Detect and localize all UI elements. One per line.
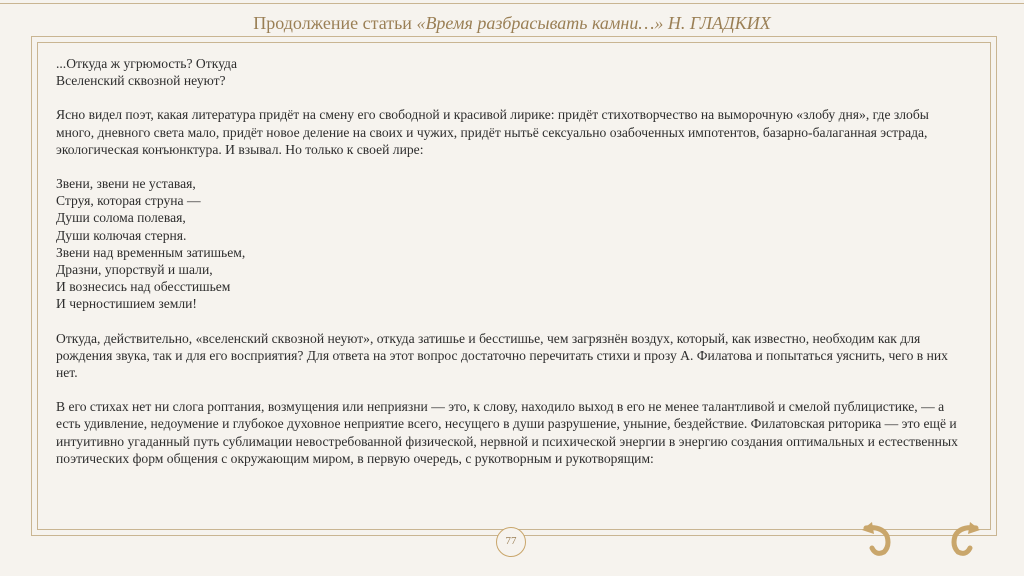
poem-line: Звени над временным затишьем, [56,244,246,260]
poem-line: Души колючая стерня. [56,227,187,243]
poem-line: Души солома полевая, [56,210,186,226]
title-prefix: Продолжение статьи [253,13,417,33]
poem-line: Звени, звени не уставая, [56,176,196,192]
epigraph [56,55,968,89]
poem [56,175,968,313]
prev-slide-button[interactable] [860,520,916,556]
slide-title [0,13,1024,34]
epigraph-line: Вселенский сквозной неуют? [56,73,226,89]
article-body [56,55,968,484]
title-italic: «Время разбрасывать камни…» Н. ГЛАДКИХ [416,13,771,33]
curved-arrow-left-icon [860,520,916,556]
paragraph-3: В его стихах нет ни слога роптания, возмущения или неприязни — это, к слову, находило выход в его не менее талантливой и смелой публицистике, — а есть удивление, недоумение и глубокое духовное неприятие всего, несущего в души разрушение, уныние, бездействие. Филатовская риторика — это ещё и интуитивно угаданный путь сублимации невостребованной физической, нервной и психической энергии в энергию создания оптимальных и естественных поэтических форм общения с окружающим миром, в первую очередь, с рукотворным и рукотворящим: [56,399,958,466]
poem-line: Дразни, упорствуй и шали, [56,262,213,278]
poem-line: Струя, которая струна — [56,193,201,209]
paragraph-1: Ясно видел поэт, какая литература придёт на смену его свободной и красивой лирике: придёт стихотворчество на выморочную «злобу дня», где злобы много, дневного света мало, придёт новое деление на своих и чужих, придёт нытьё сексуально озабоченных импотентов, базарно-балаганная эстрада, экологическая конъюнктура. И взывал. Но только к своей лире: [56,107,929,157]
poem-line: И черностишием земли! [56,296,197,312]
page-number-badge [496,527,526,557]
poem-line: И вознесись над обесстишьем [56,279,231,295]
next-slide-button[interactable] [926,520,982,556]
top-divider [0,3,1024,4]
epigraph-line: ...Откуда ж угрюмость? Откуда [56,56,237,71]
curved-arrow-right-icon [926,520,982,556]
page-number: 77 [505,535,517,547]
paragraph-2: Откуда, действительно, «вселенский сквозной неуют», откуда затишье и бесстишье, чем загрязнён воздух, который, как известно, необходим как для рождения звука, так и для его восприятия? Для ответа на этот вопрос достаточно перечитать стихи и прозу А. Филатова и попытаться уяснить, чего в них нет. [56,330,948,381]
